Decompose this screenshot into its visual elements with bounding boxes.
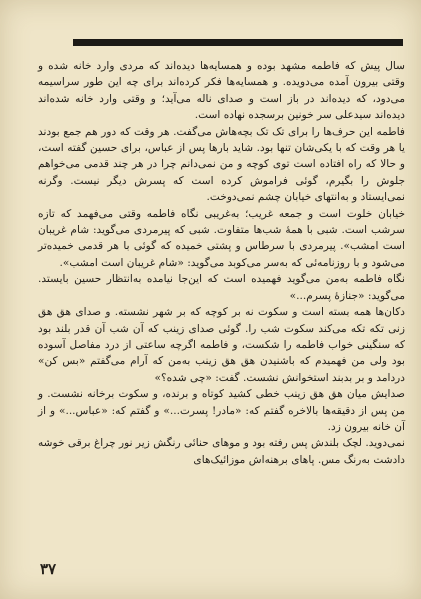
page-number: ۳۷ bbox=[40, 560, 57, 578]
paragraph: سال پیش که فاطمه مشهد بوده و همسایه‌ها دیده‌اند که مردی وارد خانه شده و وقتی بیرون آمده می‌دویده. و همسایه‌ها فکر کرده‌اند برای چه این طور سراسیمه می‌دود، که دیده‌اند در باز است و صدای ناله می‌آید؛ و وقتی وارد خانه شده‌اند دیده‌اند سیدعلی سر خونین برسجده نهاده است. bbox=[38, 60, 405, 122]
paragraph: نگاه فاطمه به‌من می‌گوید فهمیده است که این‌جا نیامده به‌انتظار حسین بایستد. می‌گوید: «جنازهٔ پسرم...» bbox=[38, 273, 405, 302]
paragraph: دکان‌ها همه بسته است و سکوت نه بر کوچه که بر شهر نشسته. و صدای هق هق زنی تکه تکه می‌کند سکوت شب را. گوئی صدای زینب که آن شب آن قدر بلند بود که سنگینی خواب فاطمه را شکست، و فاطمه اگرچه ساعتی از درد مفاصل آسوده بود ولی من فهمیدم که باشنیدن هق هق زینب به‌من که آرام می‌گفتم «بس کن» دردامد و بر بدبند استخوانش نشست. گفت: «چی شده؟» bbox=[38, 306, 405, 384]
paragraph: صدایش میان هق هق زینب خطی کشید کوتاه و برنده، و سکوت برخانه نشست. و من پس از دقیقه‌ها بالاخره گفتم که: «مادر! پسرت...» و گفتم که: «عباس...» و از آن خانه بیرون زد. bbox=[38, 388, 405, 433]
body-text bbox=[38, 58, 405, 468]
paragraph: فاطمه این حرف‌ها را برای تک تک بچه‌هاش می‌گفت. هر وقت که دور هم جمع بودند یا هر وقت که با یکی‌شان تنها بود. شاید بارها پس از عباس، برای حسین گفته است، و حالا که راه افتاده است توی کوچه و من نمی‌دانم چرا در هر چند قدمی می‌خواهم جلوش را بگیرم، گوئی فراموش کرده است که پسرش دیگر نیست. وگرنه نمی‌ایستاد و به‌انتهای خیابان چشم نمی‌دوخت. bbox=[38, 125, 405, 204]
header-rule bbox=[73, 39, 403, 46]
paragraph: نمی‌دوید. لچک بلندش پس رفته بود و موهای حنائی رنگش زیر نور چراغ برقی خوشه دادشت به‌رنگ مس. پاهای برهنه‌اش موزائیک‌های bbox=[37, 437, 405, 466]
paragraph: خیابان خلوت است و جمعه غریب؛ به‌غریبی نگاه فاطمه وقتی می‌فهمد که تازه سرشب است. شبی با همهٔ شب‌ها متفاوت. شبی که پیرمردی می‌گوید: شام غریبان است امشب». پیرمردی با سرطاس و پشتی خمیده که گوئی با هر قدمی خمیده‌تر می‌شود و با روزنامه‌ئی که به‌سر می‌کوبد می‌گوید: «شام غریبان است امشب». bbox=[38, 207, 405, 269]
